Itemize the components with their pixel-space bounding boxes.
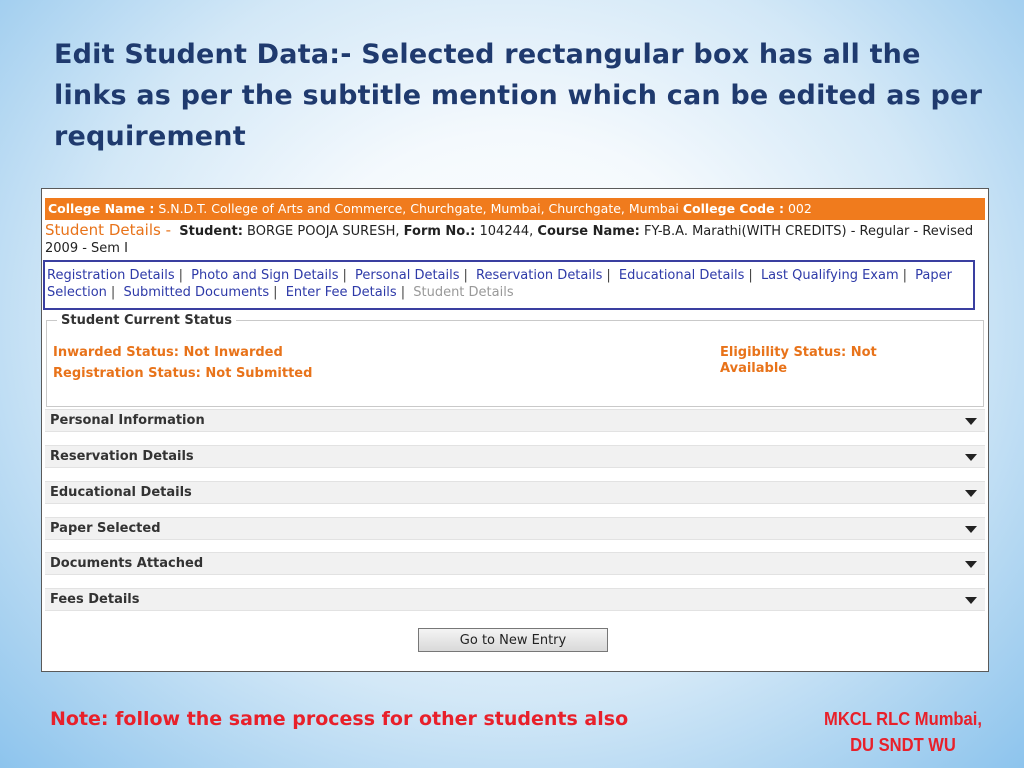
link-separator: |	[342, 268, 347, 283]
slide-title: Edit Student Data:- Selected rectangular box has all the links as per the subtitle mention which can be edited as per requirement	[54, 39, 983, 152]
slide-note: Note: follow the same process for other students also	[50, 708, 629, 730]
caret-down-icon[interactable]	[965, 490, 977, 497]
section-documents-attached[interactable]	[45, 552, 985, 575]
section-title: Documents Attached	[50, 556, 204, 571]
college-code-label: College Code :	[682, 201, 784, 216]
edit-links-box	[43, 260, 975, 310]
student-details-header	[45, 222, 975, 257]
section-educational-details[interactable]	[45, 481, 985, 504]
section-title: Paper Selected	[50, 521, 161, 536]
college-name-value: S.N.D.T. College of Arts and Commerce, Churchgate, Mumbai, Churchgate, Mumbai	[158, 201, 679, 216]
section-personal-information[interactable]	[45, 409, 985, 432]
section-paper-selected[interactable]	[45, 517, 985, 540]
link-separator: |	[110, 285, 116, 300]
screenshot-panel	[41, 188, 989, 672]
eligibility-status: Eligibility Status: Not Available	[720, 345, 877, 376]
credit-line-1: MKCL RLC Mumbai,	[824, 709, 982, 729]
link-separator: |	[273, 285, 278, 300]
link-educational-details[interactable]: Educational Details	[618, 268, 745, 283]
link-enter-fee-details[interactable]: Enter Fee Details	[285, 285, 397, 300]
link-paper-selection[interactable]: Paper Selection	[47, 268, 952, 300]
section-title: Personal Information	[50, 413, 205, 428]
student-current-status-panel	[46, 313, 984, 407]
link-separator: |	[463, 268, 468, 283]
link-personal-details[interactable]: Personal Details	[355, 268, 460, 283]
section-fees-details[interactable]	[45, 588, 985, 611]
student-label: Student:	[179, 224, 243, 239]
go-to-new-entry-button[interactable]: Go to New Entry	[418, 628, 608, 652]
caret-down-icon[interactable]	[965, 418, 977, 425]
link-separator: |	[902, 268, 908, 283]
slide-credit	[806, 706, 999, 758]
student-name: BORGE POOJA SURESH,	[247, 224, 400, 239]
course-name-label: Course Name:	[537, 224, 640, 239]
link-student-details-current: Student Details	[413, 285, 514, 300]
link-registration-details[interactable]: Registration Details	[47, 268, 175, 283]
college-name-label: College Name :	[48, 201, 155, 216]
section-reservation-details[interactable]	[45, 445, 985, 468]
student-details-heading: Student Details -	[45, 221, 171, 239]
credit-line-2: DU SNDT WU	[850, 735, 956, 755]
section-title: Educational Details	[50, 485, 192, 500]
section-title: Fees Details	[50, 592, 140, 607]
college-info-bar	[45, 198, 985, 220]
link-separator: |	[178, 268, 183, 283]
link-separator: |	[606, 268, 611, 283]
section-title: Reservation Details	[50, 449, 194, 464]
inwarded-status: Inwarded Status: Not Inwarded	[53, 345, 283, 360]
course-name-value: FY-B.A. Marathi(WITH CREDITS) - Regular - Revised 2009 - Sem I	[45, 224, 974, 256]
link-photo-sign-details[interactable]: Photo and Sign Details	[191, 268, 339, 283]
link-submitted-documents[interactable]: Submitted Documents	[123, 285, 270, 300]
form-no-label: Form No.:	[403, 224, 476, 239]
college-code-value: 002	[787, 201, 812, 216]
caret-down-icon[interactable]	[965, 526, 977, 533]
caret-down-icon[interactable]	[965, 597, 977, 604]
link-separator: |	[400, 285, 406, 300]
caret-down-icon[interactable]	[965, 454, 977, 461]
link-reservation-details[interactable]: Reservation Details	[476, 268, 603, 283]
form-no-value: 104244,	[479, 224, 534, 239]
link-last-qualifying-exam[interactable]: Last Qualifying Exam	[760, 268, 899, 283]
registration-status: Registration Status: Not Submitted	[53, 366, 313, 381]
status-legend: Student Current Status	[57, 313, 236, 329]
link-separator: |	[748, 268, 753, 283]
caret-down-icon[interactable]	[965, 561, 977, 568]
